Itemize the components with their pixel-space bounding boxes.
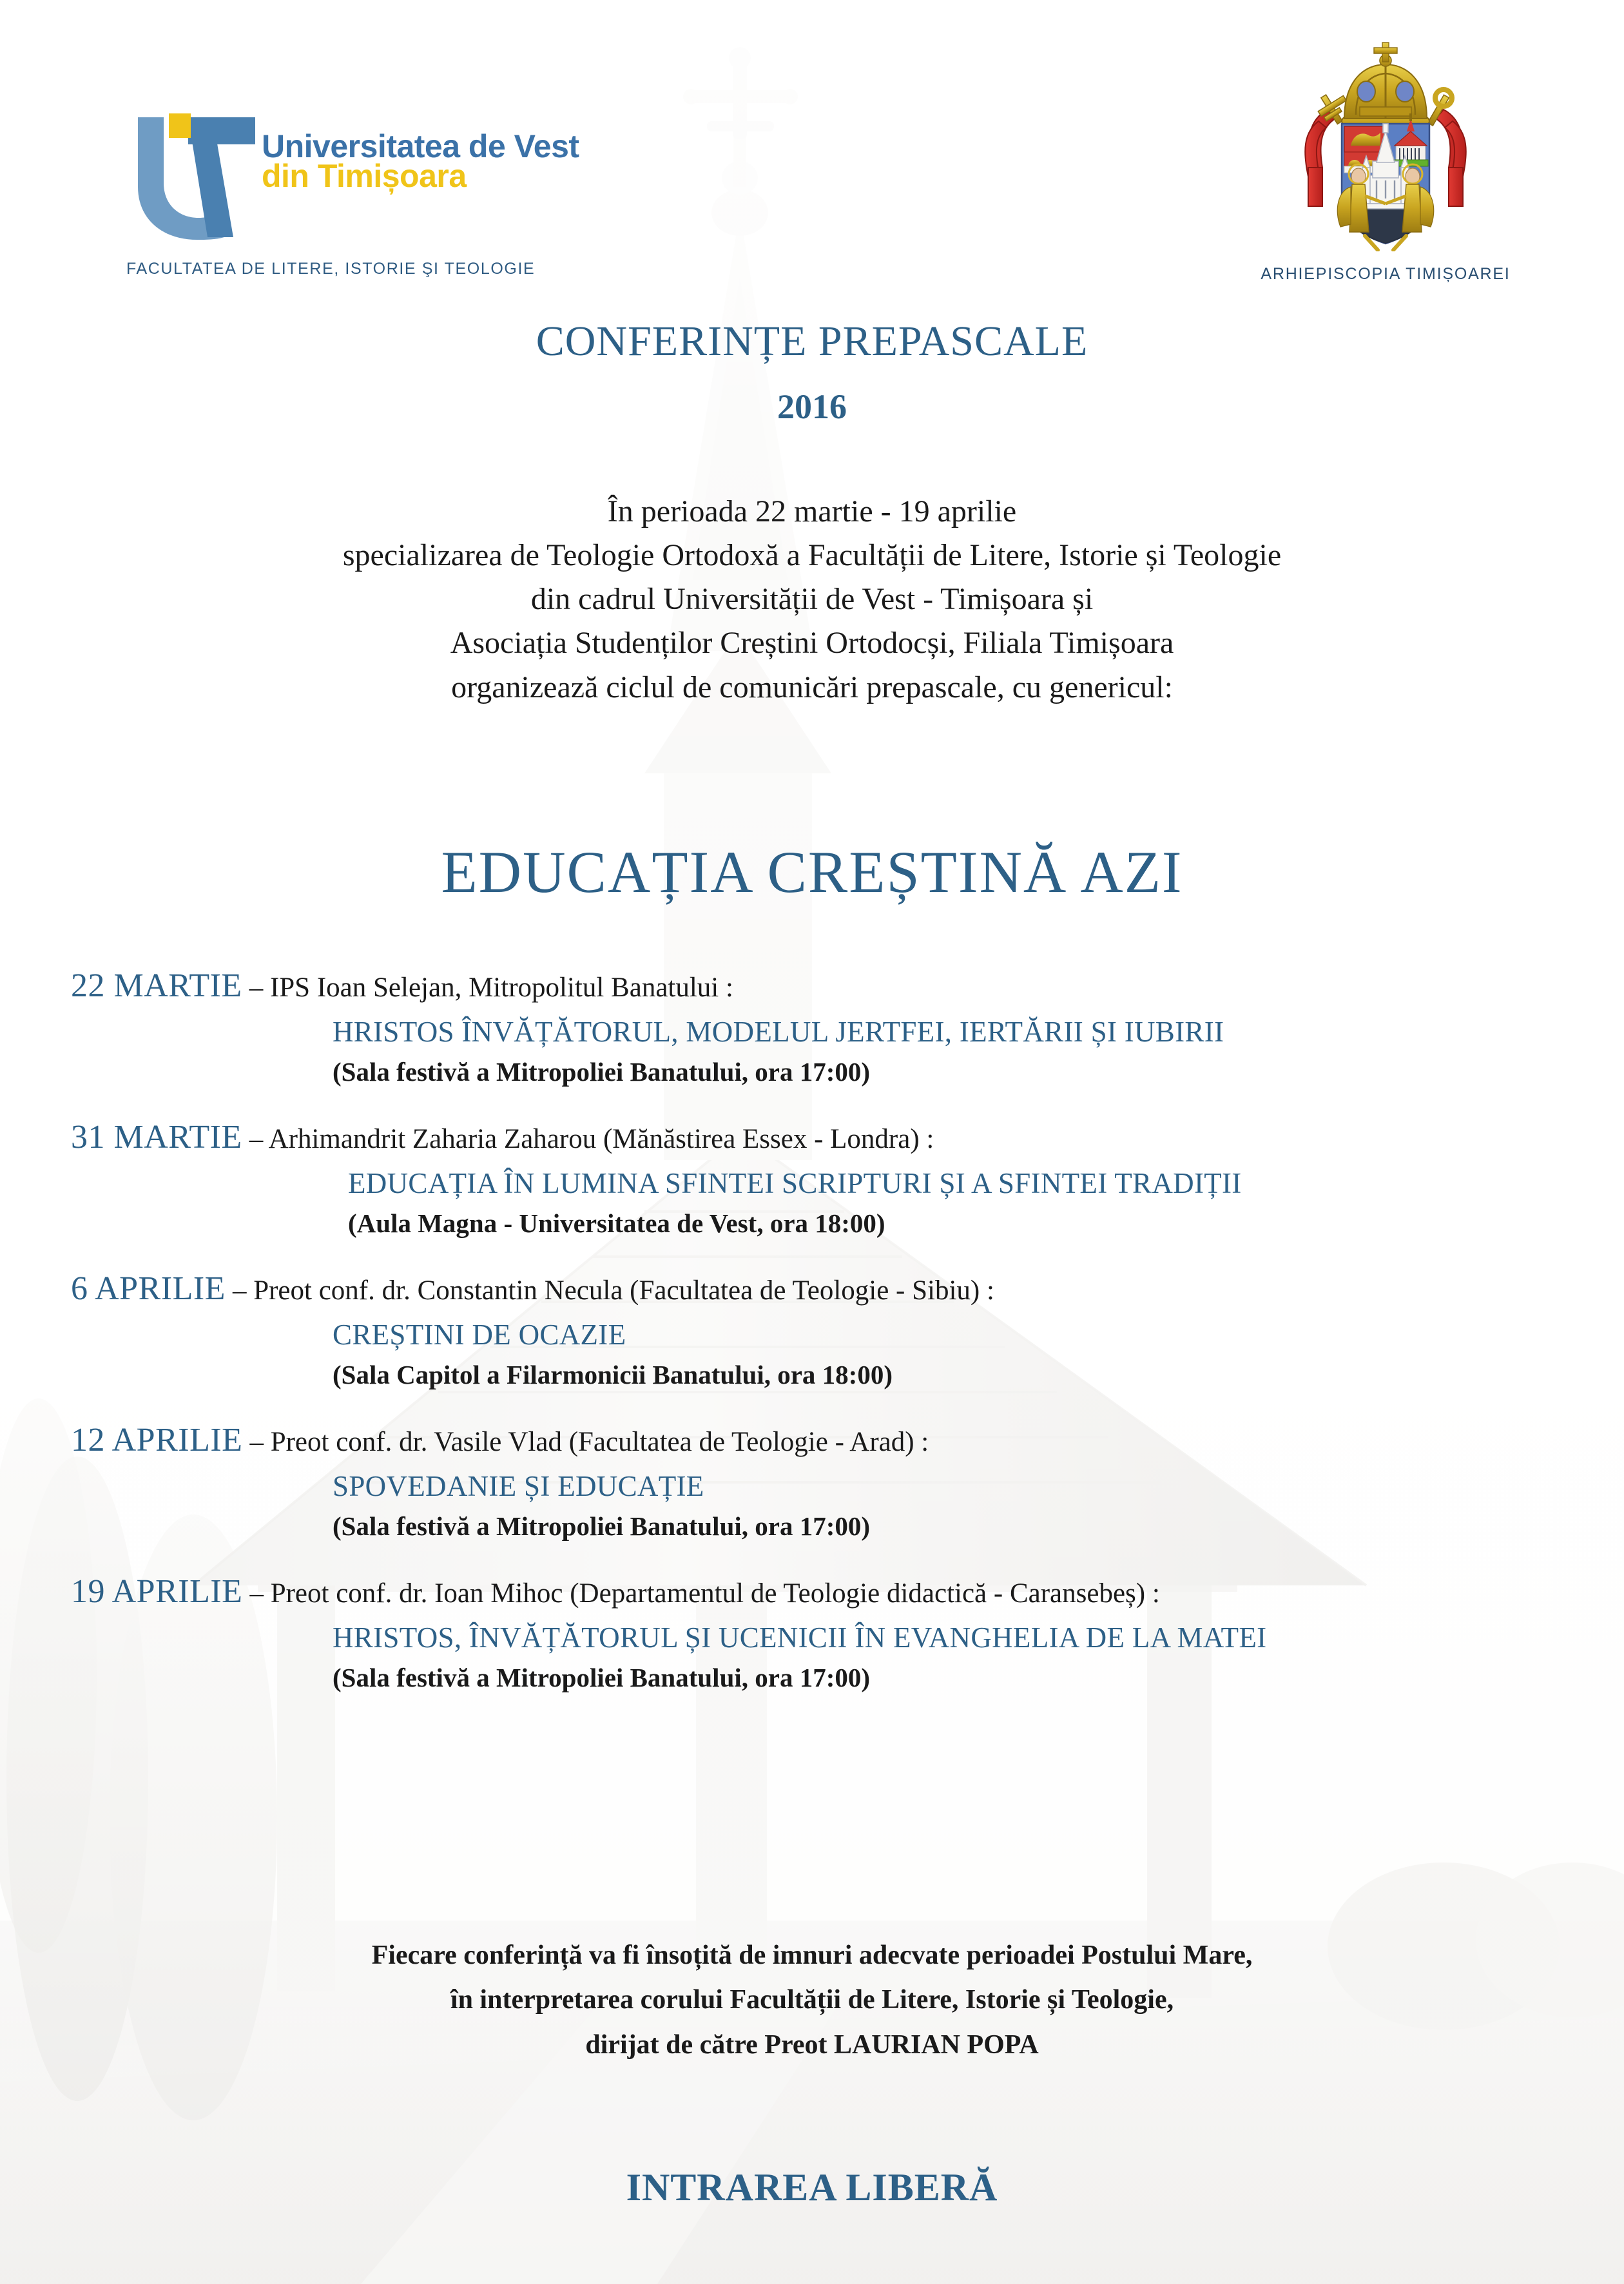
university-name-line2: din Timișoara (262, 158, 467, 194)
event-date: 6 APRILIE (71, 1270, 226, 1307)
intro-line: specializarea de Teologie Ortodoxă a Facultății de Litere, Istorie și Teologie (342, 538, 1282, 573)
event-venue: (Sala festivă a Mitropoliei Banatului, ora 17:00) (333, 1511, 871, 1541)
event-list (71, 967, 1572, 1724)
event-topic: SPOVEDANIE ȘI EDUCAȚIE (333, 1470, 704, 1502)
event-item (71, 1573, 1572, 1693)
closing-line: dirijat de către Preot LAURIAN POPA (585, 2029, 1039, 2060)
intro-line: din cadrul Universității de Vest - Timișoara și (530, 582, 1094, 617)
event-item (71, 1421, 1572, 1542)
event-speaker: – Preot conf. dr. Ioan Mihoc (Departamentul de Teologie didactică - Caransebeș) : (249, 1578, 1160, 1609)
archdiocese-caption: ARHIEPISCOPIA TIMIȘOAREI (1261, 265, 1511, 283)
event-headline (71, 1421, 1572, 1459)
event-topic: HRISTOS ÎNVĂȚĂTORUL, MODELUL JERTFEI, IERTĂRII ȘI IUBIRII (333, 1016, 1224, 1048)
event-headline (71, 967, 1572, 1005)
event-item (71, 1118, 1572, 1239)
free-entry-notice: INTRAREA LIBERĂ (626, 2166, 998, 2209)
closing-line: în interpretarea corului Facultății de Litere, Istorie și Teologie, (450, 1985, 1174, 2015)
event-venue: (Aula Magna - Universitatea de Vest, ora 18:00) (348, 1208, 885, 1238)
event-item (71, 1270, 1572, 1390)
closing-paragraph (0, 1933, 1624, 2067)
conference-generic-title: EDUCAȚIA CREȘTINĂ AZI (441, 839, 1183, 905)
event-headline (71, 1118, 1572, 1156)
intro-line: organizează ciclul de comunicări prepascale, cu genericul: (451, 670, 1173, 704)
event-speaker: – IPS Ioan Selejan, Mitropolitul Banatului : (249, 973, 733, 1003)
intro-paragraph (0, 490, 1624, 710)
event-item (71, 967, 1572, 1087)
event-speaker: – Preot conf. dr. Constantin Necula (Facultatea de Teologie - Sibiu) : (232, 1275, 994, 1306)
event-venue: (Sala festivă a Mitropoliei Banatului, ora 17:00) (333, 1057, 871, 1087)
university-name-line1: Universitatea de Vest (262, 128, 579, 164)
event-venue: (Sala Capitol a Filarmonicii Banatului, ora 18:00) (333, 1360, 893, 1389)
faculty-name: FACULTATEA DE LITERE, ISTORIE ŞI TEOLOGIE (126, 260, 536, 278)
event-date: 12 APRILIE (71, 1422, 243, 1458)
event-speaker: – Arhimandrit Zaharia Zaharou (Mănăstirea Essex - Londra) : (249, 1124, 934, 1154)
closing-line: Fiecare conferință va fi însoțită de imnuri adecvate perioadei Postului Mare, (371, 1940, 1253, 1970)
event-topic: EDUCAȚIA ÎN LUMINA SFINTEI SCRIPTURI ȘI A SFINTEI TRADIȚII (348, 1167, 1242, 1199)
intro-line: Asociația Studenților Creștini Ortodocși, Filiala Timișoara (450, 626, 1174, 661)
event-date: 31 MARTIE (71, 1119, 242, 1156)
intro-line: În perioada 22 martie - 19 aprilie (607, 494, 1017, 528)
event-headline (71, 1270, 1572, 1308)
event-speaker: – Preot conf. dr. Vasile Vlad (Facultatea de Teologie - Arad) : (249, 1427, 929, 1457)
poster-title: CONFERINȚE PREPASCALE (536, 318, 1088, 365)
event-topic: CREȘTINI DE OCAZIE (333, 1319, 626, 1351)
poster-year: 2016 (777, 387, 847, 426)
event-headline (71, 1573, 1572, 1611)
event-date: 22 MARTIE (71, 967, 242, 1004)
event-topic: HRISTOS, ÎNVĂȚĂTORUL ȘI UCENICII ÎN EVANGHELIA DE LA MATEI (333, 1621, 1267, 1654)
event-venue: (Sala festivă a Mitropoliei Banatului, ora 17:00) (333, 1663, 871, 1692)
event-date: 19 APRILIE (71, 1573, 243, 1610)
